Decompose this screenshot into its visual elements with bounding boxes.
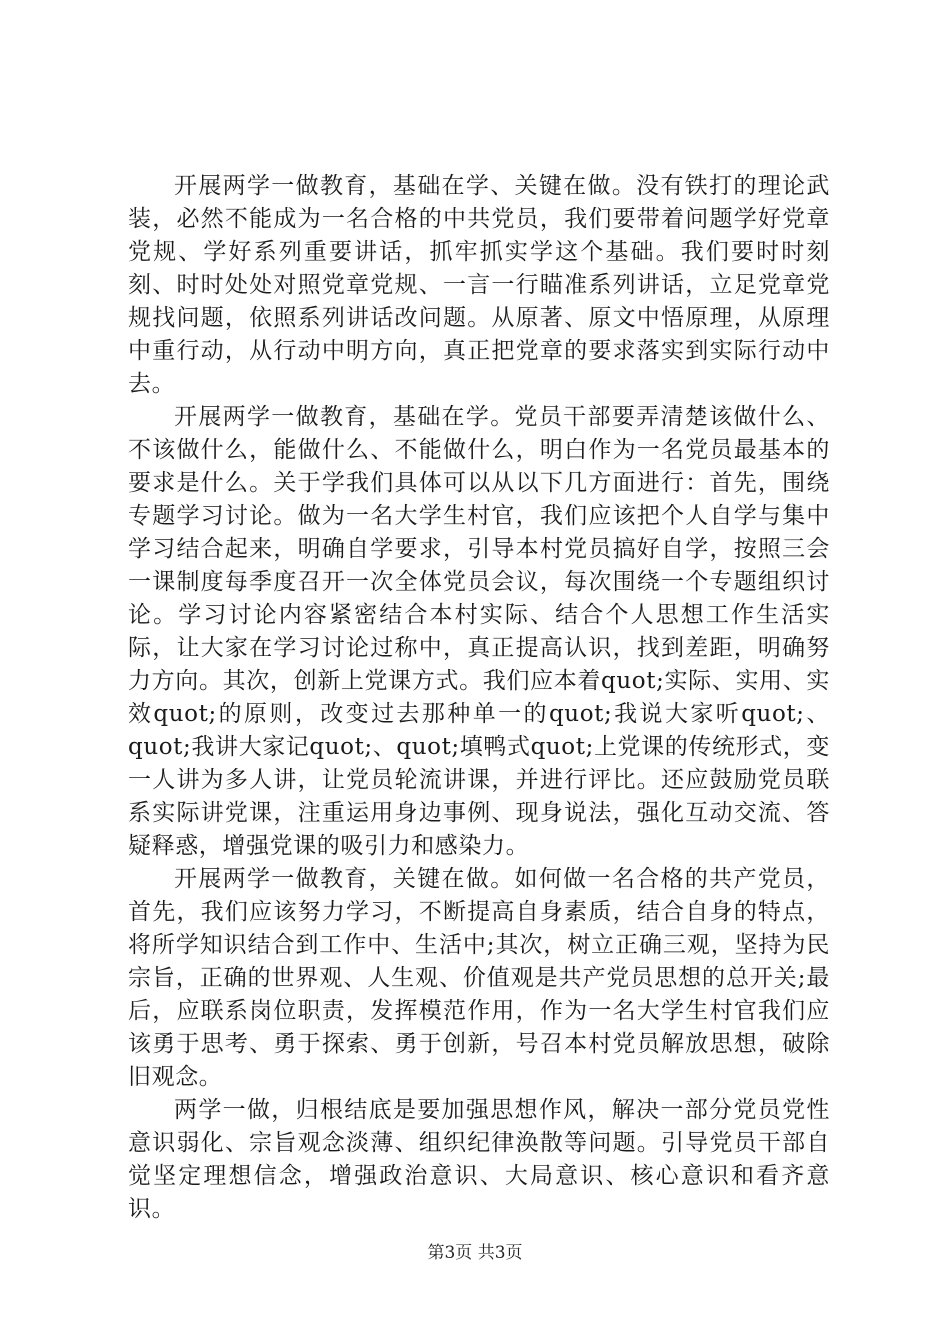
paragraph-3: 开展两学一做教育，关键在做。如何做一名合格的共产党员，首先，我们应该努力学习，不断提高自身素质，结合自身的特点，将所学知识结合到工作中、生活中;其次，树立正确三观，坚持为民宗旨，正确的世界观、人生观、价值观是共产党员思想的总开关;最后，应联系岗位职责，发挥模范作用，作为一名大学生村官我们应该勇于思考、勇于探索、勇于创新，号召本村党员解放思想，破除旧观念。 [128, 866, 830, 1090]
document-body [128, 170, 830, 1226]
paragraph-4: 两学一做，归根结底是要加强思想作风，解决一部分党员党性意识弱化、宗旨观念淡薄、组织纪律涣散等问题。引导党员干部自觉坚定理想信念，增强政治意识、大局意识、核心意识和看齐意识。 [128, 1097, 830, 1222]
paragraph-2: 开展两学一做教育，基础在学。党员干部要弄清楚该做什么、不该做什么，能做什么、不能做什么，明白作为一名党员最基本的要求是什么。关于学我们具体可以从以下几方面进行：首先，围绕专题学习讨论。做为一名大学生村官，我们应该把个人自学与集中学习结合起来，明确自学要求，引导本村党员搞好自学，按照三会一课制度每季度召开一次全体党员会议，每次围绕一个专题组织讨论。学习讨论内容紧密结合本村实际、结合个人思想工作生活实际，让大家在学习讨论过称中，真正提高认识，找到差距，明确努力方向。其次，创新上党课方式。我们应本着quot;实际、实用、实效quot;的原则，改变过去那种单一的quot;我说大家听quot;、quot;我讲大家记quot;、quot;填鸭式quot;上党课的传统形式，变一人讲为多人讲，让党员轮流讲课，并进行评比。还应鼓励党员联系实际讲党课，注重运用身边事例、现身说法，强化互动交流、答疑释惑，增强党课的吸引力和感染力。 [128, 404, 830, 859]
page-footer: 第3页 共3页 [427, 1243, 523, 1263]
paragraph-1: 开展两学一做教育，基础在学、关键在做。没有铁打的理论武装，必然不能成为一名合格的中共党员，我们要带着问题学好党章党规、学好系列重要讲话，抓牢抓实学这个基础。我们要时时刻刻、时时处处对照党章党规、一言一行瞄准系列讲话，立足党章党规找问题，依照系列讲话改问题。从原著、原文中悟原理，从原理中重行动，从行动中明方向，真正把党章的要求落实到实际行动中去。 [128, 173, 830, 397]
